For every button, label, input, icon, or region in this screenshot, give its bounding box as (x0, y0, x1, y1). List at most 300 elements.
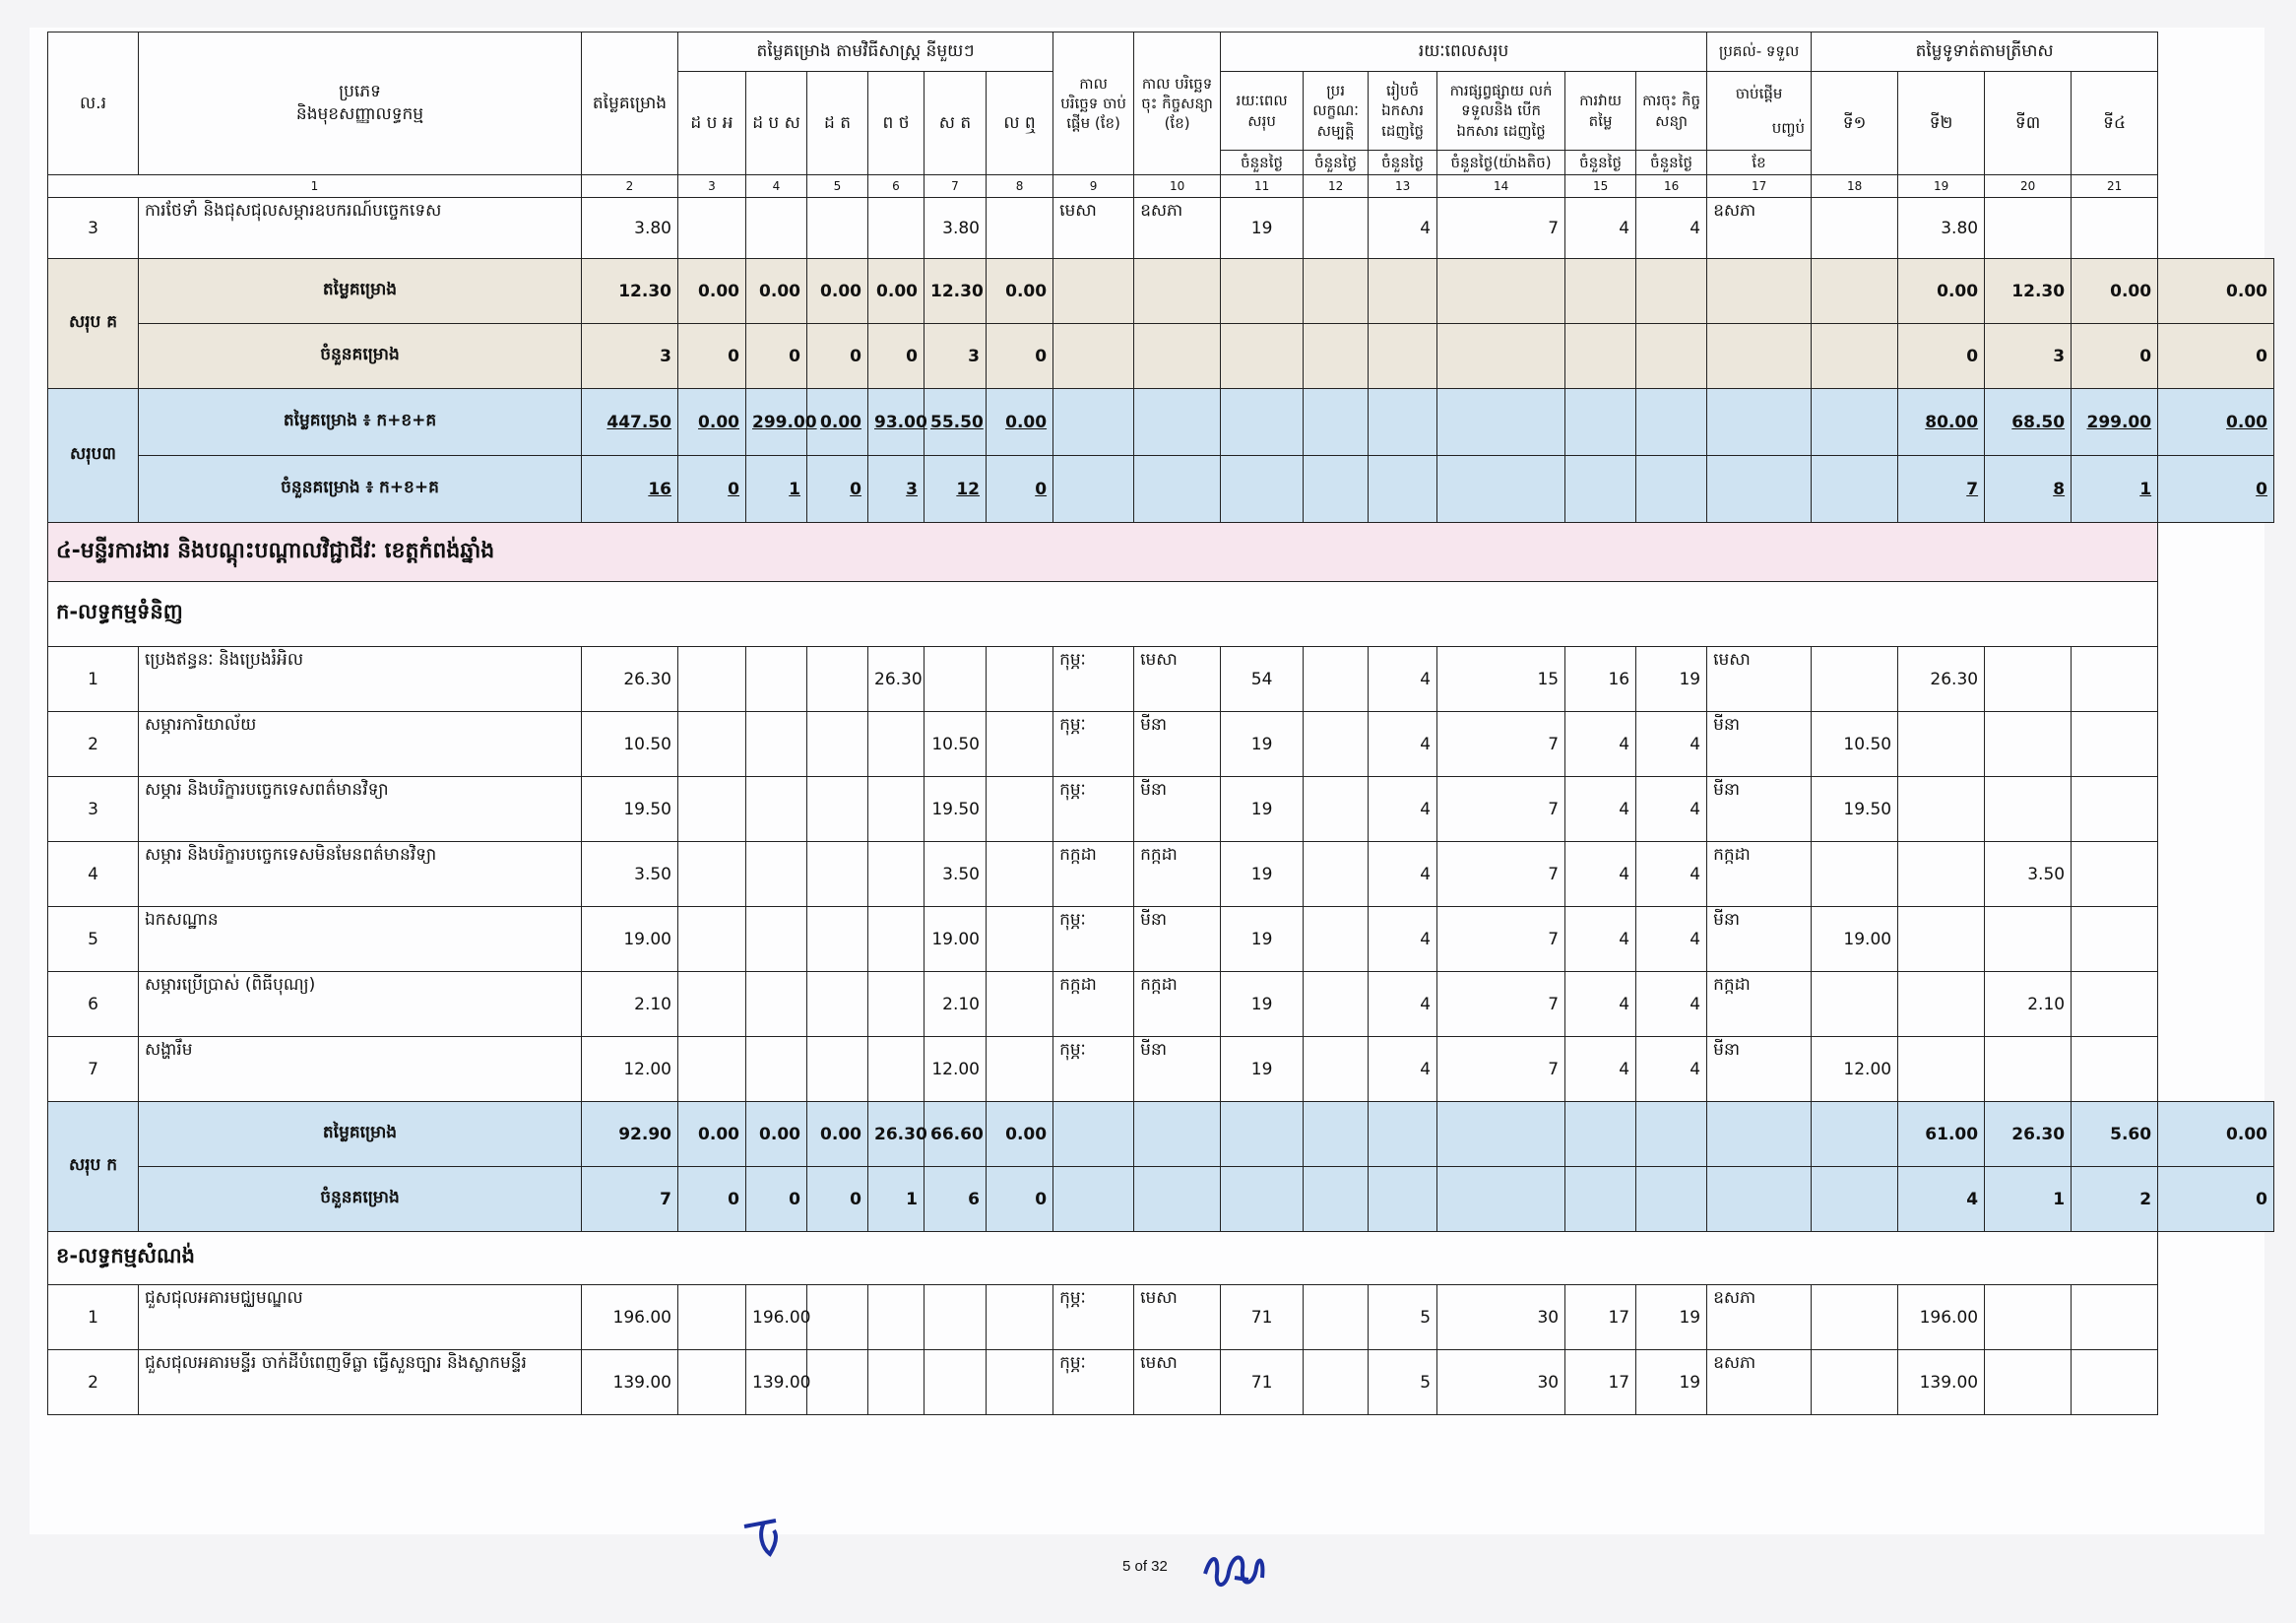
header-quarter-col: ទី១ (1812, 72, 1898, 175)
subsection-title (48, 582, 2274, 647)
duration-days: 19 (1636, 1350, 1707, 1415)
table-row (48, 1285, 2274, 1350)
item-name: ជួសជុលអគារមន្ទីរ ចាក់ដីបំពេញទីធ្លា ធ្វើសួនច្បារ និងស្លាកមន្ទីរ (139, 1350, 582, 1415)
quarter-value (2072, 647, 2158, 712)
method-value: 19.00 (925, 907, 987, 972)
quarter-value (2072, 972, 2158, 1037)
method-value (868, 777, 925, 842)
quarter-value (1985, 647, 2072, 712)
column-number: 13 (1369, 175, 1437, 198)
summary-value: 0.00 (678, 389, 746, 456)
start-month: មេសា (1053, 198, 1134, 259)
summary-value: 92.90 (582, 1102, 678, 1167)
duration-days: 4 (1565, 198, 1636, 259)
summary-label: សរុប គ (48, 259, 139, 389)
duration-days: 19 (1221, 972, 1304, 1037)
row-number: 5 (48, 907, 139, 972)
method-value (678, 712, 746, 777)
summary-count: 0 (868, 324, 925, 389)
header-receive: ប្រគល់- ទទួល (1707, 32, 1812, 72)
row-number: 3 (48, 777, 139, 842)
method-value (678, 777, 746, 842)
summary-empty (1304, 259, 1369, 324)
quarter-value (1898, 972, 1985, 1037)
table-row (48, 1350, 2274, 1415)
summary-value-label: តម្លៃគម្រោង (139, 259, 582, 324)
table-row (48, 907, 2274, 972)
duration-days (1304, 1350, 1369, 1415)
summary-empty (1437, 1102, 1565, 1167)
column-number: 15 (1565, 175, 1636, 198)
quarter-value (2072, 907, 2158, 972)
receive-month: មីនា (1707, 907, 1812, 972)
summary-empty (1812, 1102, 1898, 1167)
summary-count: 1 (868, 1167, 925, 1232)
summary-quarter-value: 0.00 (2072, 259, 2158, 324)
summary-empty (1134, 1167, 1221, 1232)
header-quarter-col: ទី៣ (1985, 72, 2072, 175)
header-estimate: តម្លៃគម្រោង (582, 32, 678, 175)
method-value (987, 1037, 1053, 1102)
summary-empty (1636, 456, 1707, 523)
header-no: ល.រ (48, 32, 139, 175)
receive-month: មីនា (1707, 712, 1812, 777)
method-value (987, 1350, 1053, 1415)
table-row (48, 647, 2274, 712)
summary-count: 0 (678, 1167, 746, 1232)
handwritten-signature (1199, 1544, 1278, 1603)
method-value (868, 1037, 925, 1102)
summary-count: 0 (807, 456, 868, 523)
duration-days (1304, 907, 1369, 972)
duration-days (1304, 777, 1369, 842)
item-name: សម្ភារប្រើប្រាស់ (ពិធីបុណ្យ) (139, 972, 582, 1037)
summary-count: 0 (678, 456, 746, 523)
summary-value-label: តម្លៃគម្រោង (139, 1102, 582, 1167)
summary-empty (1565, 389, 1636, 456)
summary-row (48, 1167, 2274, 1232)
method-value: 2.10 (925, 972, 987, 1037)
method-value (987, 907, 1053, 972)
summary-count: 7 (582, 1167, 678, 1232)
summary-empty (1221, 1102, 1304, 1167)
summary-empty (1369, 389, 1437, 456)
quarter-value (1985, 712, 2072, 777)
quarter-value (1898, 842, 1985, 907)
quarter-value: 12.00 (1812, 1037, 1898, 1102)
summary-empty (1134, 324, 1221, 389)
column-number: 11 (1221, 175, 1304, 198)
method-value (987, 842, 1053, 907)
table-row (48, 972, 2274, 1037)
summary-value: 93.00 (868, 389, 925, 456)
header-quarter-col: ទី៤ (2072, 72, 2158, 175)
duration-days: 4 (1369, 647, 1437, 712)
column-number: 5 (807, 175, 868, 198)
quarter-value (1812, 198, 1898, 259)
summary-empty (1812, 324, 1898, 389)
summary-empty (1636, 259, 1707, 324)
duration-days: 5 (1369, 1285, 1437, 1350)
summary-empty (1707, 1167, 1812, 1232)
column-number: 12 (1304, 175, 1369, 198)
column-number: 2 (582, 175, 678, 198)
method-value (746, 972, 807, 1037)
summary-count-label: ចំនួនគម្រោង (139, 1167, 582, 1232)
header-quarter-col: ទី២ (1898, 72, 1985, 175)
start-month: កុម្ភៈ (1053, 647, 1134, 712)
summary-empty (1221, 456, 1304, 523)
summary-quarter-count: 4 (1898, 1167, 1985, 1232)
summary-empty (1304, 389, 1369, 456)
duration-days: 71 (1221, 1350, 1304, 1415)
quarter-value (1812, 647, 1898, 712)
quarter-value (1898, 1037, 1985, 1102)
duration-days: 4 (1369, 972, 1437, 1037)
duration-days: 19 (1221, 1037, 1304, 1102)
duration-days: 19 (1221, 777, 1304, 842)
summary-empty (1053, 389, 1134, 456)
duration-days: 19 (1221, 907, 1304, 972)
duration-days: 4 (1636, 198, 1707, 259)
column-number: 21 (2072, 175, 2158, 198)
duration-days: 4 (1369, 712, 1437, 777)
method-value (807, 647, 868, 712)
summary-empty (1565, 1102, 1636, 1167)
start-month: កុម្ភៈ (1053, 1037, 1134, 1102)
summary-count: 0 (746, 324, 807, 389)
method-value (807, 1285, 868, 1350)
header-method: ដ ប អ (678, 72, 746, 175)
header-quarter: តម្លៃទូទាត់តាមត្រីមាស (1812, 32, 2158, 72)
summary-empty (1636, 1102, 1707, 1167)
summary-value: 12.30 (582, 259, 678, 324)
duration-days: 15 (1437, 647, 1565, 712)
quarter-value: 196.00 (1898, 1285, 1985, 1350)
duration-days: 4 (1565, 972, 1636, 1037)
summary-count: 12 (925, 456, 987, 523)
summary-empty (1565, 1167, 1636, 1232)
contract-month: មីនា (1134, 777, 1221, 842)
duration-days: 4 (1636, 712, 1707, 777)
summary-value: 0.00 (678, 1102, 746, 1167)
table-row (48, 777, 2274, 842)
quarter-value: 10.50 (1812, 712, 1898, 777)
contract-month: មីនា (1134, 712, 1221, 777)
summary-empty (1565, 259, 1636, 324)
quarter-value (1985, 907, 2072, 972)
header-unit: ខែ (1707, 151, 1812, 175)
method-value (678, 972, 746, 1037)
summary-value: 447.50 (582, 389, 678, 456)
duration-days: 4 (1636, 907, 1707, 972)
estimate-value: 3.50 (582, 842, 678, 907)
row-number: 4 (48, 842, 139, 907)
summary-quarter-count: 2 (2072, 1167, 2158, 1232)
method-value (987, 647, 1053, 712)
summary-row (48, 389, 2274, 456)
summary-value: 0.00 (807, 1102, 868, 1167)
method-value (746, 1037, 807, 1102)
estimate-value: 10.50 (582, 712, 678, 777)
method-value (807, 842, 868, 907)
column-number: 7 (925, 175, 987, 198)
start-month: កក្កដា (1053, 842, 1134, 907)
summary-value-label: តម្លៃគម្រោង ៖ ក+ខ+គ (139, 389, 582, 456)
duration-days: 7 (1437, 842, 1565, 907)
method-value (925, 1285, 987, 1350)
handwritten-initial-mark (736, 1515, 796, 1568)
duration-days: 4 (1369, 198, 1437, 259)
duration-days: 4 (1565, 777, 1636, 842)
summary-quarter-value: 26.30 (1985, 1102, 2072, 1167)
summary-empty (1134, 259, 1221, 324)
duration-days: 19 (1221, 842, 1304, 907)
method-value (807, 1350, 868, 1415)
method-value (678, 907, 746, 972)
receive-month: មីនា (1707, 1037, 1812, 1102)
summary-count-label: ចំនួនគម្រោង (139, 324, 582, 389)
receive-month: កក្កដា (1707, 842, 1812, 907)
summary-value: 66.60 (925, 1102, 987, 1167)
method-value (746, 777, 807, 842)
receive-month: មីនា (1707, 777, 1812, 842)
item-name: ឯកសណ្ឋាន (139, 907, 582, 972)
summary-empty (1437, 1167, 1565, 1232)
row-number: 1 (48, 647, 139, 712)
summary-empty (1053, 259, 1134, 324)
summary-count: 0 (987, 456, 1053, 523)
summary-row (48, 456, 2274, 523)
quarter-value (1898, 777, 1985, 842)
summary-empty (1707, 456, 1812, 523)
duration-days: 4 (1369, 777, 1437, 842)
summary-empty (1565, 456, 1636, 523)
quarter-value (2072, 842, 2158, 907)
summary-empty (1636, 389, 1707, 456)
summary-value: 0.00 (868, 259, 925, 324)
summary-quarter-count: 0 (2158, 324, 2274, 389)
duration-days: 30 (1437, 1285, 1565, 1350)
summary-row (48, 259, 2274, 324)
item-name: សម្ភារ និងបរិក្ខារបច្ចេកទេសពត៌មានវិទ្យា (139, 777, 582, 842)
item-name: សម្ភារការិយាល័យ (139, 712, 582, 777)
summary-empty (1053, 324, 1134, 389)
header-unit: ចំនួនថ្ងៃ (1636, 151, 1707, 175)
quarter-value (1898, 712, 1985, 777)
summary-empty (1707, 389, 1812, 456)
method-value (868, 972, 925, 1037)
method-value (746, 647, 807, 712)
contract-month: កក្កដា (1134, 972, 1221, 1037)
method-value (807, 1037, 868, 1102)
summary-empty (1437, 389, 1565, 456)
row-number: 3 (48, 198, 139, 259)
method-value (925, 647, 987, 712)
section-title-cell: ៤-មន្ទីរការងារ និងបណ្តុះបណ្តាលវិជ្ជាជីវៈ ខេត្តកំពង់ឆ្នាំង (48, 523, 2158, 582)
summary-quarter-value: 0.00 (2158, 259, 2274, 324)
duration-days: 19 (1221, 712, 1304, 777)
quarter-value (1985, 777, 2072, 842)
method-value: 19.50 (925, 777, 987, 842)
summary-count: 0 (807, 324, 868, 389)
method-value (868, 1350, 925, 1415)
summary-quarter-count: 0 (2158, 456, 2274, 523)
header-duration: រយៈពេលសរុប (1221, 32, 1707, 72)
method-value (678, 1350, 746, 1415)
method-value (987, 1285, 1053, 1350)
summary-quarter-value: 0.00 (2158, 1102, 2274, 1167)
estimate-value: 19.50 (582, 777, 678, 842)
receive-month: មេសា (1707, 647, 1812, 712)
subsection-title-cell: ខ-លទ្ធកម្មសំណង់ (48, 1232, 2158, 1285)
summary-empty (1134, 1102, 1221, 1167)
summary-quarter-count: 1 (1985, 1167, 2072, 1232)
receive-month: ឧសភា (1707, 198, 1812, 259)
summary-empty (1369, 324, 1437, 389)
column-number: 20 (1985, 175, 2072, 198)
summary-quarter-value: 80.00 (1898, 389, 1985, 456)
start-month: កុម្ភៈ (1053, 1285, 1134, 1350)
quarter-value: 26.30 (1898, 647, 1985, 712)
summary-quarter-value: 61.00 (1898, 1102, 1985, 1167)
summary-quarter-value: 0.00 (1898, 259, 1985, 324)
summary-empty (1812, 389, 1898, 456)
method-value (925, 1350, 987, 1415)
summary-empty (1369, 259, 1437, 324)
quarter-value: 19.50 (1812, 777, 1898, 842)
header-duration-col: ប្ររ លក្ខណៈ សម្បត្តិ (1304, 72, 1369, 151)
duration-days: 4 (1369, 1037, 1437, 1102)
item-name: សម្ភារ និងបរិក្ខារបច្ចេកទេសមិនមែនពត៌មានវិទ្យា (139, 842, 582, 907)
estimate-value: 139.00 (582, 1350, 678, 1415)
summary-value: 55.50 (925, 389, 987, 456)
summary-empty (1812, 1167, 1898, 1232)
summary-quarter-count: 8 (1985, 456, 2072, 523)
summary-row (48, 1102, 2274, 1167)
summary-empty (1636, 324, 1707, 389)
duration-days: 5 (1369, 1350, 1437, 1415)
method-value: 3.50 (925, 842, 987, 907)
item-name: ជួសជុលអគារមជ្ឈមណ្ឌល (139, 1285, 582, 1350)
summary-quarter-value: 299.00 (2072, 389, 2158, 456)
quarter-value (2072, 1285, 2158, 1350)
summary-quarter-count: 3 (1985, 324, 2072, 389)
summary-empty (1369, 456, 1437, 523)
contract-month: មេសា (1134, 1350, 1221, 1415)
column-number: 6 (868, 175, 925, 198)
summary-empty (1053, 456, 1134, 523)
duration-days: 17 (1565, 1350, 1636, 1415)
summary-value: 0.00 (987, 1102, 1053, 1167)
row-number: 1 (48, 1285, 139, 1350)
row-number: 2 (48, 1350, 139, 1415)
summary-empty (1437, 456, 1565, 523)
duration-days: 19 (1636, 647, 1707, 712)
method-value (746, 198, 807, 259)
receive-month: កក្កដា (1707, 972, 1812, 1037)
quarter-value (2072, 712, 2158, 777)
duration-days: 4 (1369, 907, 1437, 972)
summary-empty (1812, 259, 1898, 324)
estimate-value: 3.80 (582, 198, 678, 259)
header-duration-col: ការចុះ កិច្ចសន្យា (1636, 72, 1707, 151)
summary-quarter-count: 0 (2158, 1167, 2274, 1232)
method-value (807, 777, 868, 842)
summary-empty (1812, 456, 1898, 523)
estimate-value: 19.00 (582, 907, 678, 972)
summary-empty (1707, 259, 1812, 324)
method-value: 3.80 (925, 198, 987, 259)
summary-label: សរុប៣ (48, 389, 139, 523)
contract-month: មេសា (1134, 647, 1221, 712)
duration-days (1304, 1037, 1369, 1102)
duration-days: 4 (1636, 1037, 1707, 1102)
estimate-value: 196.00 (582, 1285, 678, 1350)
column-number: 17 (1707, 175, 1812, 198)
method-value: 10.50 (925, 712, 987, 777)
page-number: 5 of 32 (1122, 1558, 1168, 1575)
receive-month: ឧសភា (1707, 1350, 1812, 1415)
start-month: កុម្ភៈ (1053, 1350, 1134, 1415)
start-month: កក្កដា (1053, 972, 1134, 1037)
summary-count: 0 (807, 1167, 868, 1232)
quarter-value: 2.10 (1985, 972, 2072, 1037)
row-number: 6 (48, 972, 139, 1037)
quarter-value: 139.00 (1898, 1350, 1985, 1415)
header-method: ស ត (925, 72, 987, 175)
method-value (746, 712, 807, 777)
summary-value: 0.00 (746, 259, 807, 324)
summary-empty (1053, 1167, 1134, 1232)
header-method: ដ ត (807, 72, 868, 175)
summary-count: 0 (987, 1167, 1053, 1232)
summary-empty (1304, 324, 1369, 389)
header-duration-col: ការវាយ តម្លៃ (1565, 72, 1636, 151)
method-value (678, 1037, 746, 1102)
summary-empty (1707, 1102, 1812, 1167)
duration-days (1304, 712, 1369, 777)
contract-month: មេសា (1134, 1285, 1221, 1350)
summary-count: 0 (678, 324, 746, 389)
method-value (678, 198, 746, 259)
summary-count: 16 (582, 456, 678, 523)
section-title (48, 523, 2274, 582)
summary-empty (1304, 456, 1369, 523)
duration-days: 19 (1221, 198, 1304, 259)
summary-empty (1437, 324, 1565, 389)
quarter-value (1985, 1037, 2072, 1102)
summary-quarter-value: 68.50 (1985, 389, 2072, 456)
duration-days (1304, 842, 1369, 907)
quarter-value: 19.00 (1812, 907, 1898, 972)
estimate-value: 2.10 (582, 972, 678, 1037)
summary-count: 3 (868, 456, 925, 523)
start-month: កុម្ភៈ (1053, 712, 1134, 777)
duration-days: 7 (1437, 777, 1565, 842)
summary-count: 3 (582, 324, 678, 389)
start-month: កុម្ភៈ (1053, 907, 1134, 972)
duration-days (1304, 198, 1369, 259)
quarter-value (2072, 777, 2158, 842)
duration-days: 7 (1437, 712, 1565, 777)
duration-days: 4 (1565, 907, 1636, 972)
summary-empty (1369, 1167, 1437, 1232)
summary-empty (1369, 1102, 1437, 1167)
summary-quarter-value: 0.00 (2158, 389, 2274, 456)
quarter-value (2072, 1037, 2158, 1102)
summary-value: 0.00 (987, 389, 1053, 456)
